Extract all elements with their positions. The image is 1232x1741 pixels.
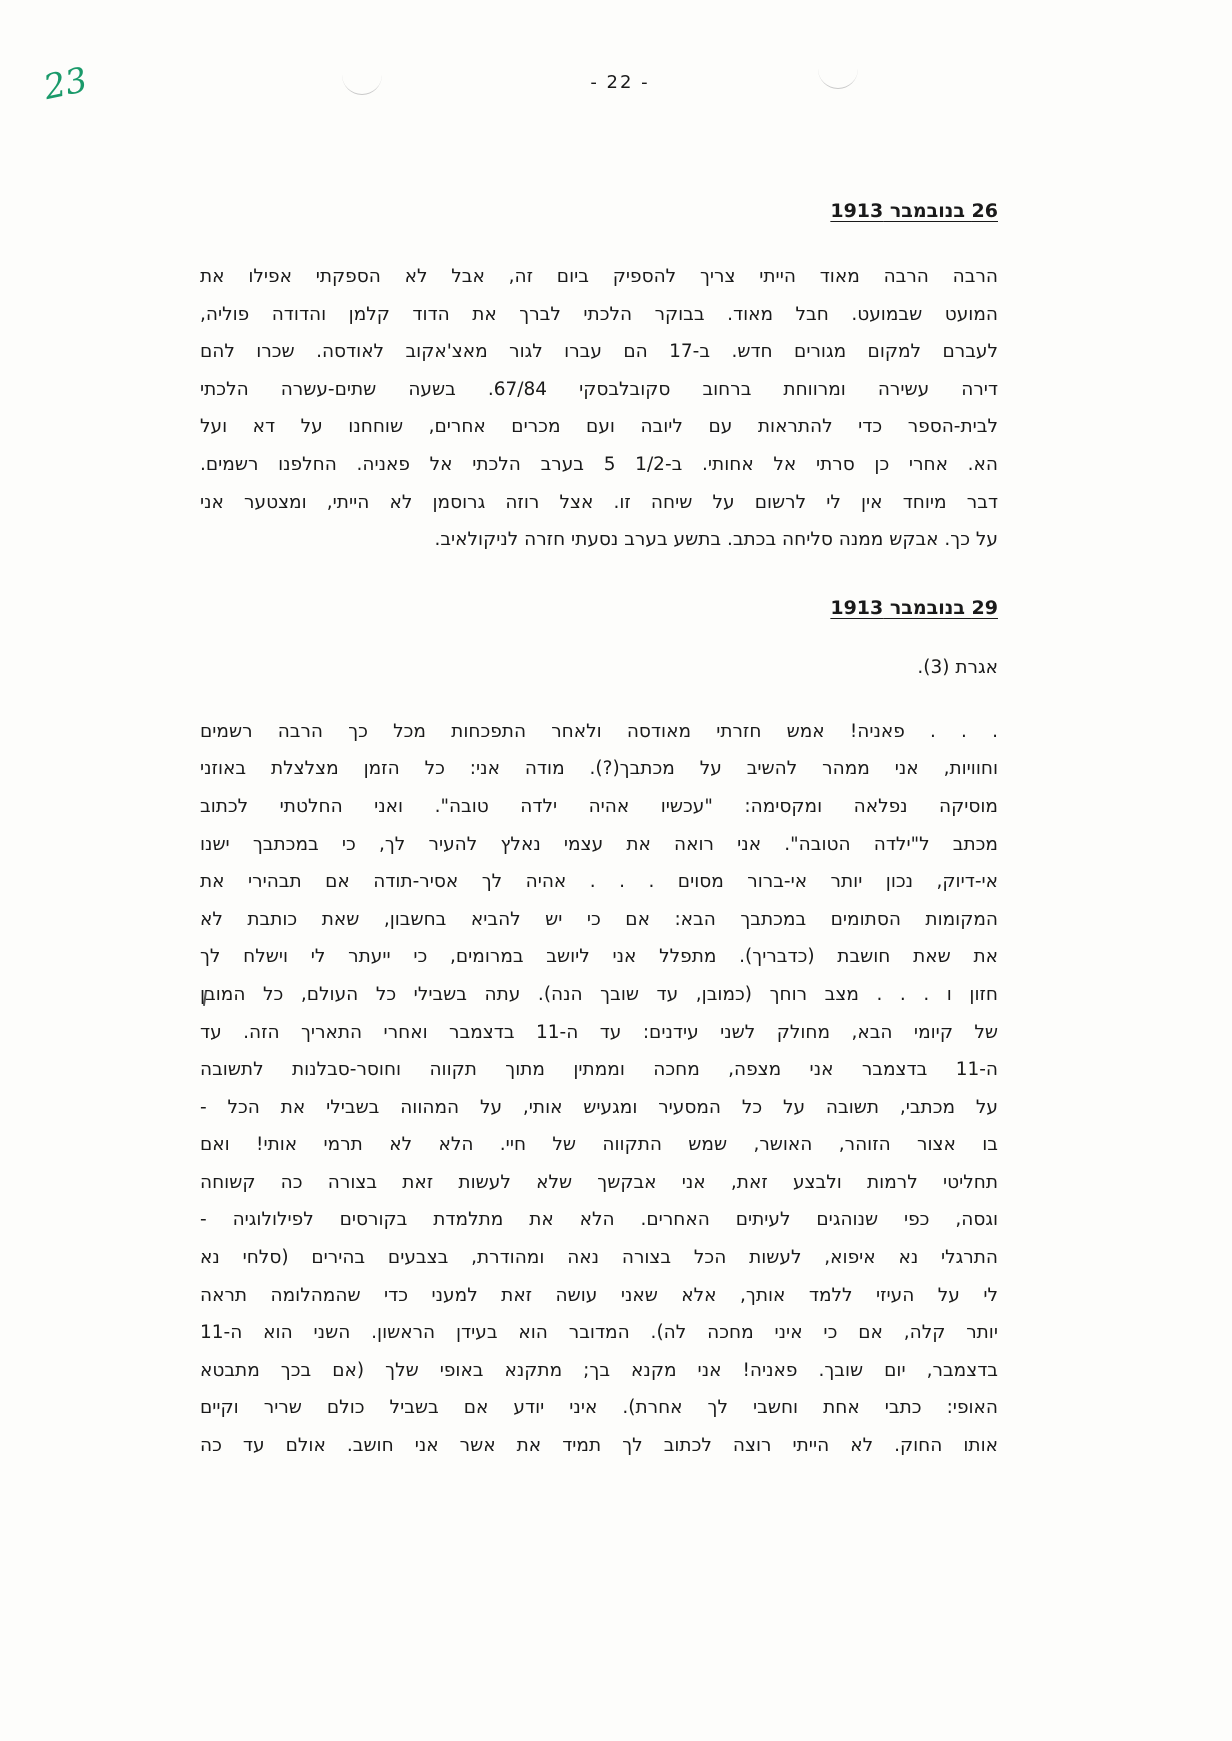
paragraph-line: תחליטי לרמות ולבצע זאת, אני אבקשך שלא לעשות זאת בצורה כה קשוחה — [200, 1171, 998, 1193]
paragraph-line: דבר מיוחד אין לי לרשום על שיחה זו. אצל רוזה גרוסמן לא הייתי, ומצטער אני — [200, 491, 998, 513]
entry-date-1: 26 בנובמבר 1913 — [830, 200, 998, 222]
paragraph-line: לבית-הספר כדי להתראות עם ליובה ועם מכרים אחרים, שוחחנו על דא ועל — [200, 416, 998, 438]
paragraph-line: . . . פאניה! אמש חזרתי מאודסה ולאחר התפכחות מכל כך הרבה רשמים — [200, 720, 998, 742]
paragraph-line: המועט שבמועט. חבל מאוד. בבוקר הלכתי לברך את הדוד קלמן והדודה פוליה, — [200, 303, 998, 325]
paragraph-line: מכתב ל"ילדה הטובה". אני רואה את עצמי נאלץ להעיר לך, כי במכתבך ישנו — [200, 833, 998, 855]
entry-paragraph-2 — [200, 713, 998, 1465]
paragraph-line: על כך. אבקש ממנה סליחה בכתב. בתשע בערב נסעתי חזרה לניקולאיב. — [434, 529, 998, 551]
paragraph-line: מוסיקה נפלאה ומקסימה: "עכשיו אהיה ילדה טובה". ואני החלטתי לכתוב — [200, 795, 998, 817]
paragraph-line: יותר קלה, אם כי איני מחכה לה). המדובר הוא בעידן הראשון. השני הוא ה-11 — [200, 1322, 998, 1344]
paragraph-line: ה-11 בדצמבר אני מצפה, מחכה וממתין מתוך תקווה וחוסר-סבלנות לתשובה — [200, 1059, 998, 1081]
punch-hole-right — [818, 60, 858, 89]
paragraph-line: בדצמבר, יום שובך. פאניה! אני מקנא בך; מתקנא באופי שלך (אם בכך מתבטא — [200, 1359, 998, 1381]
handwritten-page-mark: 23 — [40, 59, 91, 109]
paragraph-line: התרגלי נא איפוא, לעשות הכל בצורה נאה ומהודרת, בצבעים בהירים (סלחי נא — [200, 1247, 998, 1269]
entry-date-2: 29 בנובמבר 1913 — [830, 596, 998, 619]
paragraph-line: את שאת חושבת (כדבריך). מתפלל אני ליושב במרומים, כי ייעתר לי וישלח לך — [200, 946, 998, 968]
paragraph-line: דירה עשירה ומרווחת ברחוב סקובלבסקי 67/84. בשעה שתים-עשרה הלכתי — [200, 378, 998, 400]
paragraph-line: המקומות הסתומים במכתבך הבא: אם כי יש להביא בחשבון, שאת כותבת לא — [200, 908, 998, 930]
paragraph-line: אי-דיוק, נכון יותר אי-ברור מסוים . . . אהיה לך אסיר-תודה אם תבהירי את — [200, 871, 998, 893]
paragraph-line: בו אצור הזוהר, האושר, שמש התקווה של חיי. הלא לא תרמי אותי! ואם — [200, 1134, 998, 1156]
paragraph-line: לעברם למקום מגורים חדש. ב-17 הם עברו לגור מאצ'אקוב לאודסה. שכרו להם — [200, 341, 998, 363]
letter-heading: אגרת (3). — [917, 656, 998, 678]
paragraph-line: וגסה, כפי שנוהגים לעיתים האחרים. הלא את מתלמדת בקורסים לפילולוגיה - — [200, 1209, 998, 1231]
paragraph-line: על מכתבי, תשובה על כל המסעיר ומגעיש אותי, על המהווה בשבילי את הכל - — [200, 1096, 998, 1118]
entry-paragraph-1 — [200, 258, 998, 559]
document-body — [200, 196, 998, 1465]
paragraph-line: של קיומי הבא, מחולק לשני עידנים: עד ה-11 בדצמבר ואחרי התאריך הזה. עד — [200, 1021, 998, 1043]
paragraph-line: הרבה הרבה מאוד הייתי צריך להספיק ביום זה, אבל לא הספקתי אפילו את — [200, 266, 998, 287]
paragraph-line: אותו החוק. לא הייתי רוצה לכתוב לך תמיד את אשר אני חושב. אולם עד כה — [200, 1435, 998, 1457]
paragraph-line: וחוויות, אני ממהר להשיב על מכתבך(?). מודה אני: כל הזמן מצלצלת באוזני — [200, 758, 998, 780]
paragraph-line: חזון ו . . . מצב רוחך (כמובן, עד שובך הנה). עתה בשבילי כל העולם, כל המובן — [200, 983, 998, 1005]
page-number: - 22 - — [590, 72, 650, 93]
paragraph-line: הא. אחרי כן סרתי אל אחותי. ב-1/2 5 בערב הלכתי אל פאניה. החלפנו רשמים. — [200, 453, 998, 475]
paragraph-line: האופי: כתבי אחת וחשבי לך אחרת). איני יודע אם בשביל כולם שריר וקיים — [200, 1397, 998, 1419]
paragraph-line: לי על העיזי ללמד אותך, אלא שאני עושה זאת למעני כדי שהמהלומה תראה — [200, 1284, 998, 1306]
punch-hole-left — [342, 66, 382, 95]
